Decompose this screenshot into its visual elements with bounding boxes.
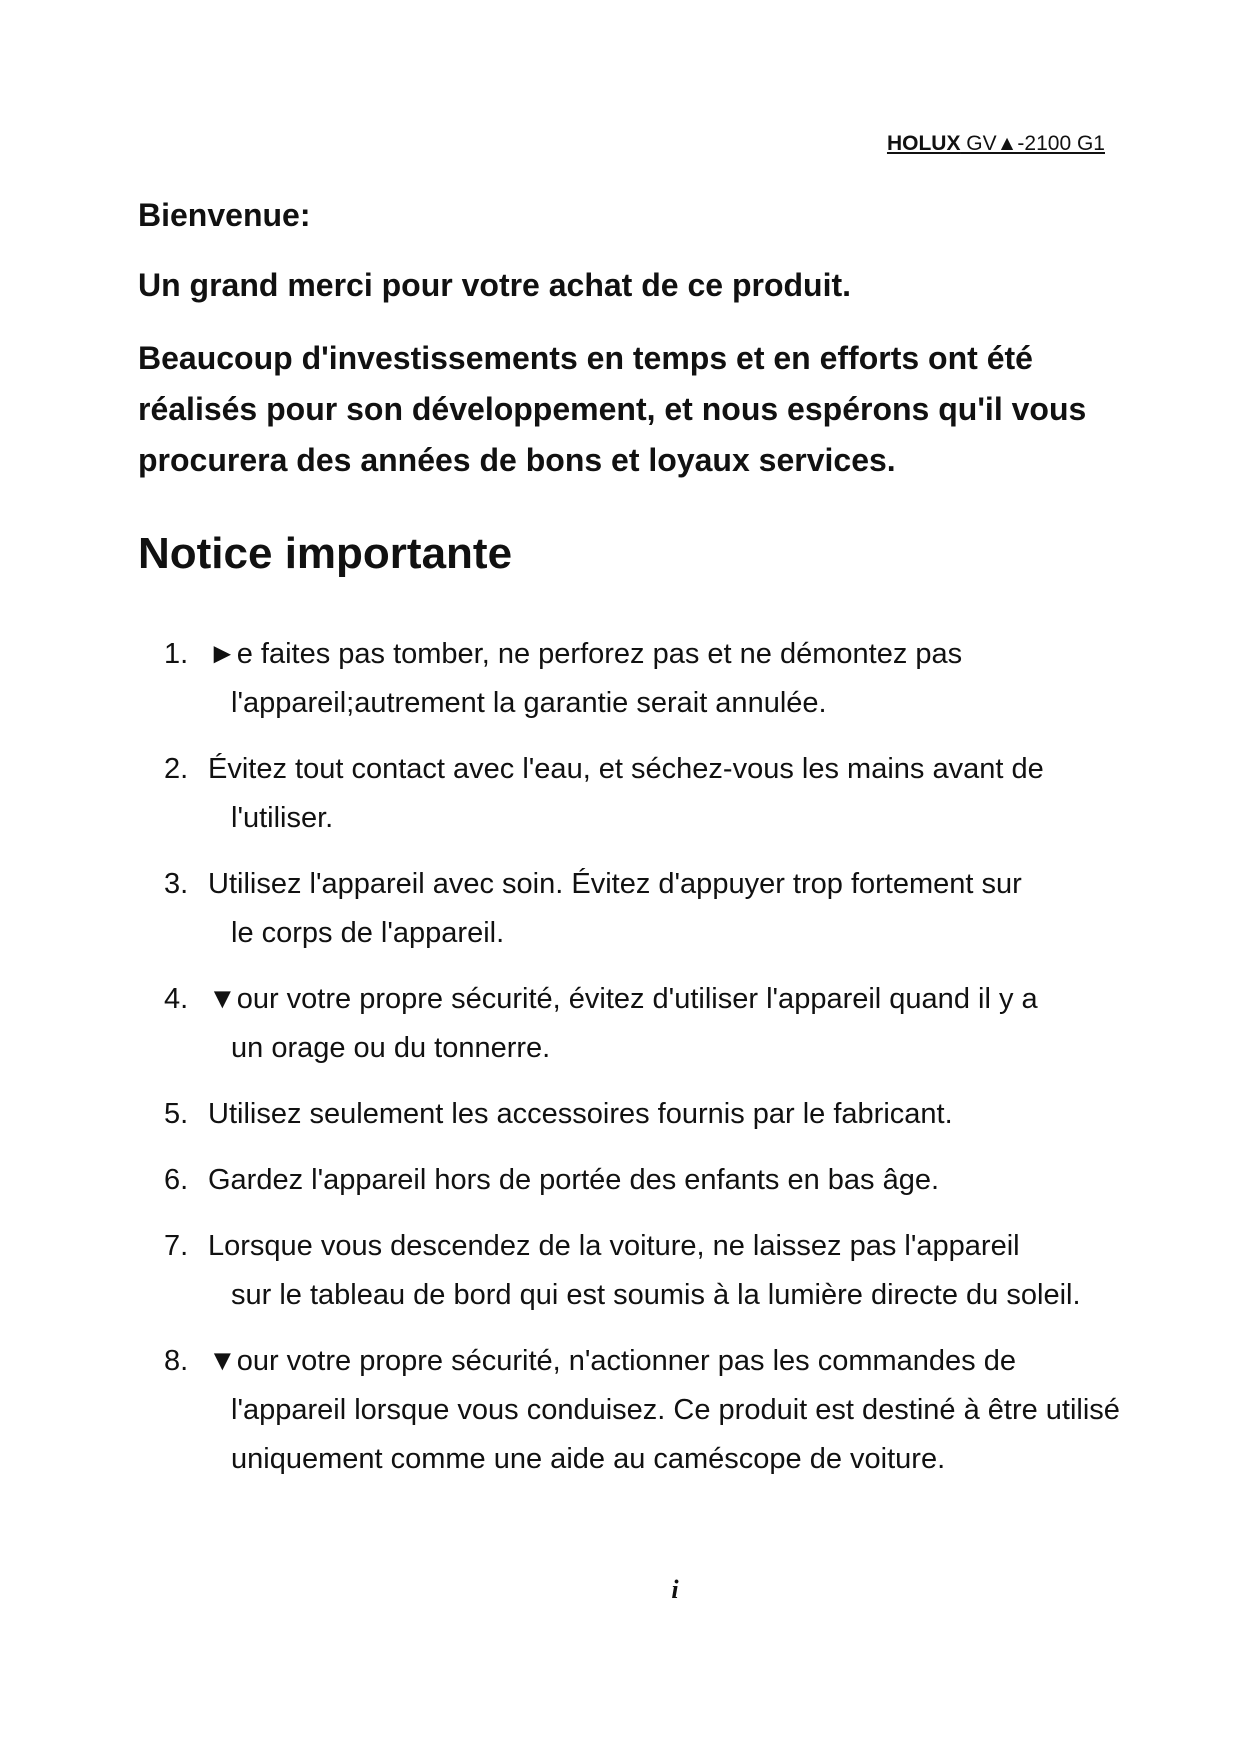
list-item-continuation: le corps de l'appareil. bbox=[231, 917, 505, 949]
list-item-text: Utilisez l'appareil avec soin. Évitez d'appuyer trop fortement sur bbox=[208, 868, 1022, 900]
section-title: Notice importante bbox=[138, 529, 513, 578]
list-item-number: 5. bbox=[164, 1098, 189, 1130]
list-item-continuation: sur le tableau de bord qui est soumis à la lumière directe du soleil. bbox=[231, 1279, 1081, 1311]
list-item-number: 6. bbox=[164, 1164, 189, 1196]
list-item-number: 4. bbox=[164, 983, 189, 1015]
list-item-continuation: l'utiliser. bbox=[231, 802, 334, 834]
thanks-line: Un grand merci pour votre achat de ce produit. bbox=[138, 267, 852, 303]
list-item-text: ►e faites pas tomber, ne perforez pas et ne démontez pas bbox=[208, 638, 963, 670]
list-item-number: 8. bbox=[164, 1345, 189, 1377]
list-item-text: Lorsque vous descendez de la voiture, ne laissez pas l'appareil bbox=[208, 1230, 1020, 1262]
notice-list bbox=[138, 630, 1120, 1484]
welcome-heading: Bienvenue: bbox=[138, 197, 311, 233]
list-item bbox=[138, 975, 1208, 1073]
list-item-number: 2. bbox=[164, 753, 189, 785]
list-item-number: 7. bbox=[164, 1230, 189, 1262]
list-item bbox=[138, 630, 1208, 728]
list-item-text: Gardez l'appareil hors de portée des enfants en bas âge. bbox=[208, 1164, 940, 1196]
list-item bbox=[138, 1156, 1208, 1205]
list-item-text: ▼our votre propre sécurité, évitez d'utiliser l'appareil quand il y a bbox=[208, 983, 1038, 1015]
list-item-continuation: l'appareil;autrement la garantie serait annulée. bbox=[231, 687, 827, 719]
list-item-text: ▼our votre propre sécurité, n'actionner pas les commandes de bbox=[208, 1345, 1016, 1377]
list-item-number: 1. bbox=[164, 638, 189, 670]
list-item bbox=[138, 1337, 1208, 1484]
list-item-text: Évitez tout contact avec l'eau, et séchez-vous les mains avant de bbox=[208, 753, 1044, 785]
page-content bbox=[138, 195, 1120, 1501]
list-item-number: 3. bbox=[164, 868, 189, 900]
list-item-continuation: l'appareil lorsque vous conduisez. Ce produit est destiné à être utilisé uniquement comme une aide au caméscope de voiture. bbox=[231, 1394, 1120, 1475]
list-item-text: Utilisez seulement les accessoires fournis par le fabricant. bbox=[208, 1098, 953, 1130]
list-item bbox=[138, 860, 1208, 958]
model-name: GV▲-2100 G1 bbox=[960, 132, 1105, 155]
list-item bbox=[138, 1222, 1208, 1320]
brand-name: HOLUX bbox=[886, 132, 961, 155]
list-item bbox=[138, 745, 1208, 843]
list-item bbox=[138, 1090, 1208, 1139]
page-header bbox=[887, 132, 1105, 156]
list-item-continuation: un orage ou du tonnerre. bbox=[231, 1032, 551, 1064]
page-number: i bbox=[671, 1575, 679, 1604]
intro-paragraph: Beaucoup d'investissements en temps et en efforts ont été réalisés pour son développement, et nous espérons qu'il vous procurera des années de bons et loyaux services. bbox=[138, 340, 1087, 478]
